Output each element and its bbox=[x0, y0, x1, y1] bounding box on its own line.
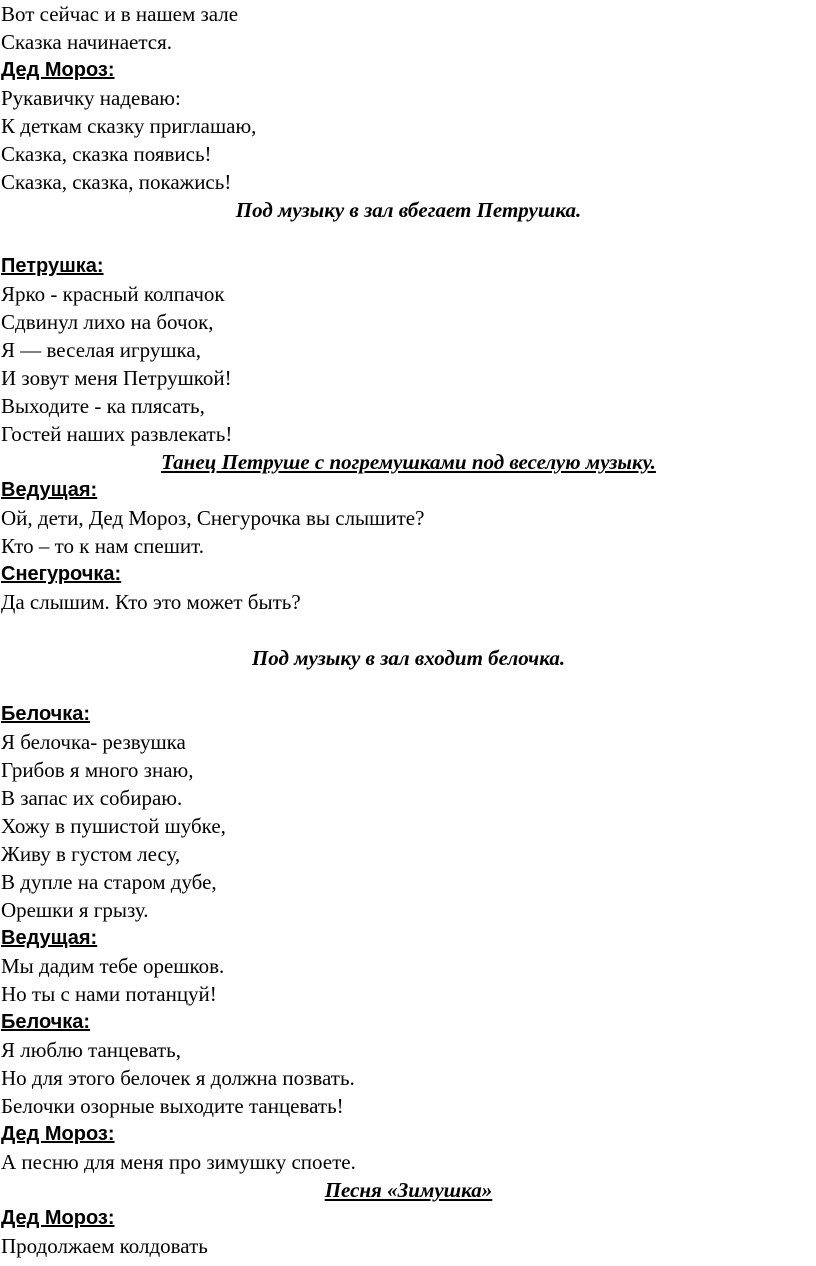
verse-line: Но ты с нами потанцуй! bbox=[1, 982, 217, 1006]
stage-direction: Под музыку в зал вбегает Петрушка. bbox=[235, 198, 582, 222]
speaker-name: Дед Мороз: bbox=[1, 1207, 115, 1229]
verse-line: Я — веселая игрушка, bbox=[1, 338, 201, 362]
verse-line: Ярко - красный колпачок bbox=[1, 282, 225, 306]
blank-line bbox=[1, 616, 816, 644]
verse-line: К деткам сказку приглашаю, bbox=[1, 114, 257, 138]
verse-line: Гостей наших развлекать! bbox=[1, 422, 233, 446]
verse-line: Кто – то к нам спешит. bbox=[1, 534, 204, 558]
stage-direction: Песня «Зимушка» bbox=[324, 1178, 493, 1202]
verse-line: В запас их собираю. bbox=[1, 786, 183, 810]
blank-line bbox=[1, 224, 816, 252]
verse-line: В дупле на старом дубе, bbox=[1, 870, 217, 894]
speaker-name: Ведущая: bbox=[1, 479, 98, 501]
stage-direction: Танец Петруше с погремушками под веселую музыку. bbox=[161, 450, 656, 474]
verse-line: Продолжаем колдовать bbox=[1, 1234, 208, 1258]
verse-line: А песню для меня про зимушку споете. bbox=[1, 1150, 356, 1174]
verse-line: Вот сейчас и в нашем зале bbox=[1, 2, 239, 26]
verse-line: Ой, дети, Дед Мороз, Снегурочка вы слышите? bbox=[1, 506, 425, 530]
verse-line: Выходите - ка плясать, bbox=[1, 394, 205, 418]
verse-line: Я белочка- резвушка bbox=[1, 730, 186, 754]
verse-line: Мы дадим тебе орешков. bbox=[1, 954, 225, 978]
speaker-name: Белочка: bbox=[1, 1011, 91, 1033]
verse-line: Но для этого белочек я должна позвать. bbox=[1, 1066, 355, 1090]
stage-direction: Под музыку в зал входит белочка. bbox=[251, 646, 566, 670]
verse-line: Сдвинул лихо на бочок, bbox=[1, 310, 214, 334]
verse-line: И зовут меня Петрушкой! bbox=[1, 366, 232, 390]
verse-line: Белочки озорные выходите танцевать! bbox=[1, 1094, 344, 1118]
verse-line: Грибов я много знаю, bbox=[1, 758, 194, 782]
verse-line: Живу в густом лесу, bbox=[1, 842, 181, 866]
verse-line: Орешки я грызу. bbox=[1, 898, 149, 922]
verse-line: Хожу в пушистой шубке, bbox=[1, 814, 226, 838]
speaker-name: Дед Мороз: bbox=[1, 59, 115, 81]
verse-line: Рукавичку надеваю: bbox=[1, 86, 181, 110]
verse-line: Сказка, сказка, покажись! bbox=[1, 170, 232, 194]
speaker-name: Ведущая: bbox=[1, 927, 98, 949]
verse-line: Да слышим. Кто это может быть? bbox=[1, 590, 301, 614]
speaker-name: Белочка: bbox=[1, 703, 91, 725]
speaker-name: Снегурочка: bbox=[1, 563, 122, 585]
speaker-name: Дед Мороз: bbox=[1, 1123, 115, 1145]
verse-line: Сказка начинается. bbox=[1, 30, 173, 54]
blank-line bbox=[1, 672, 816, 700]
verse-line: Я люблю танцевать, bbox=[1, 1038, 181, 1062]
verse-line: Сказка, сказка появись! bbox=[1, 142, 212, 166]
speaker-name: Петрушка: bbox=[1, 255, 104, 277]
